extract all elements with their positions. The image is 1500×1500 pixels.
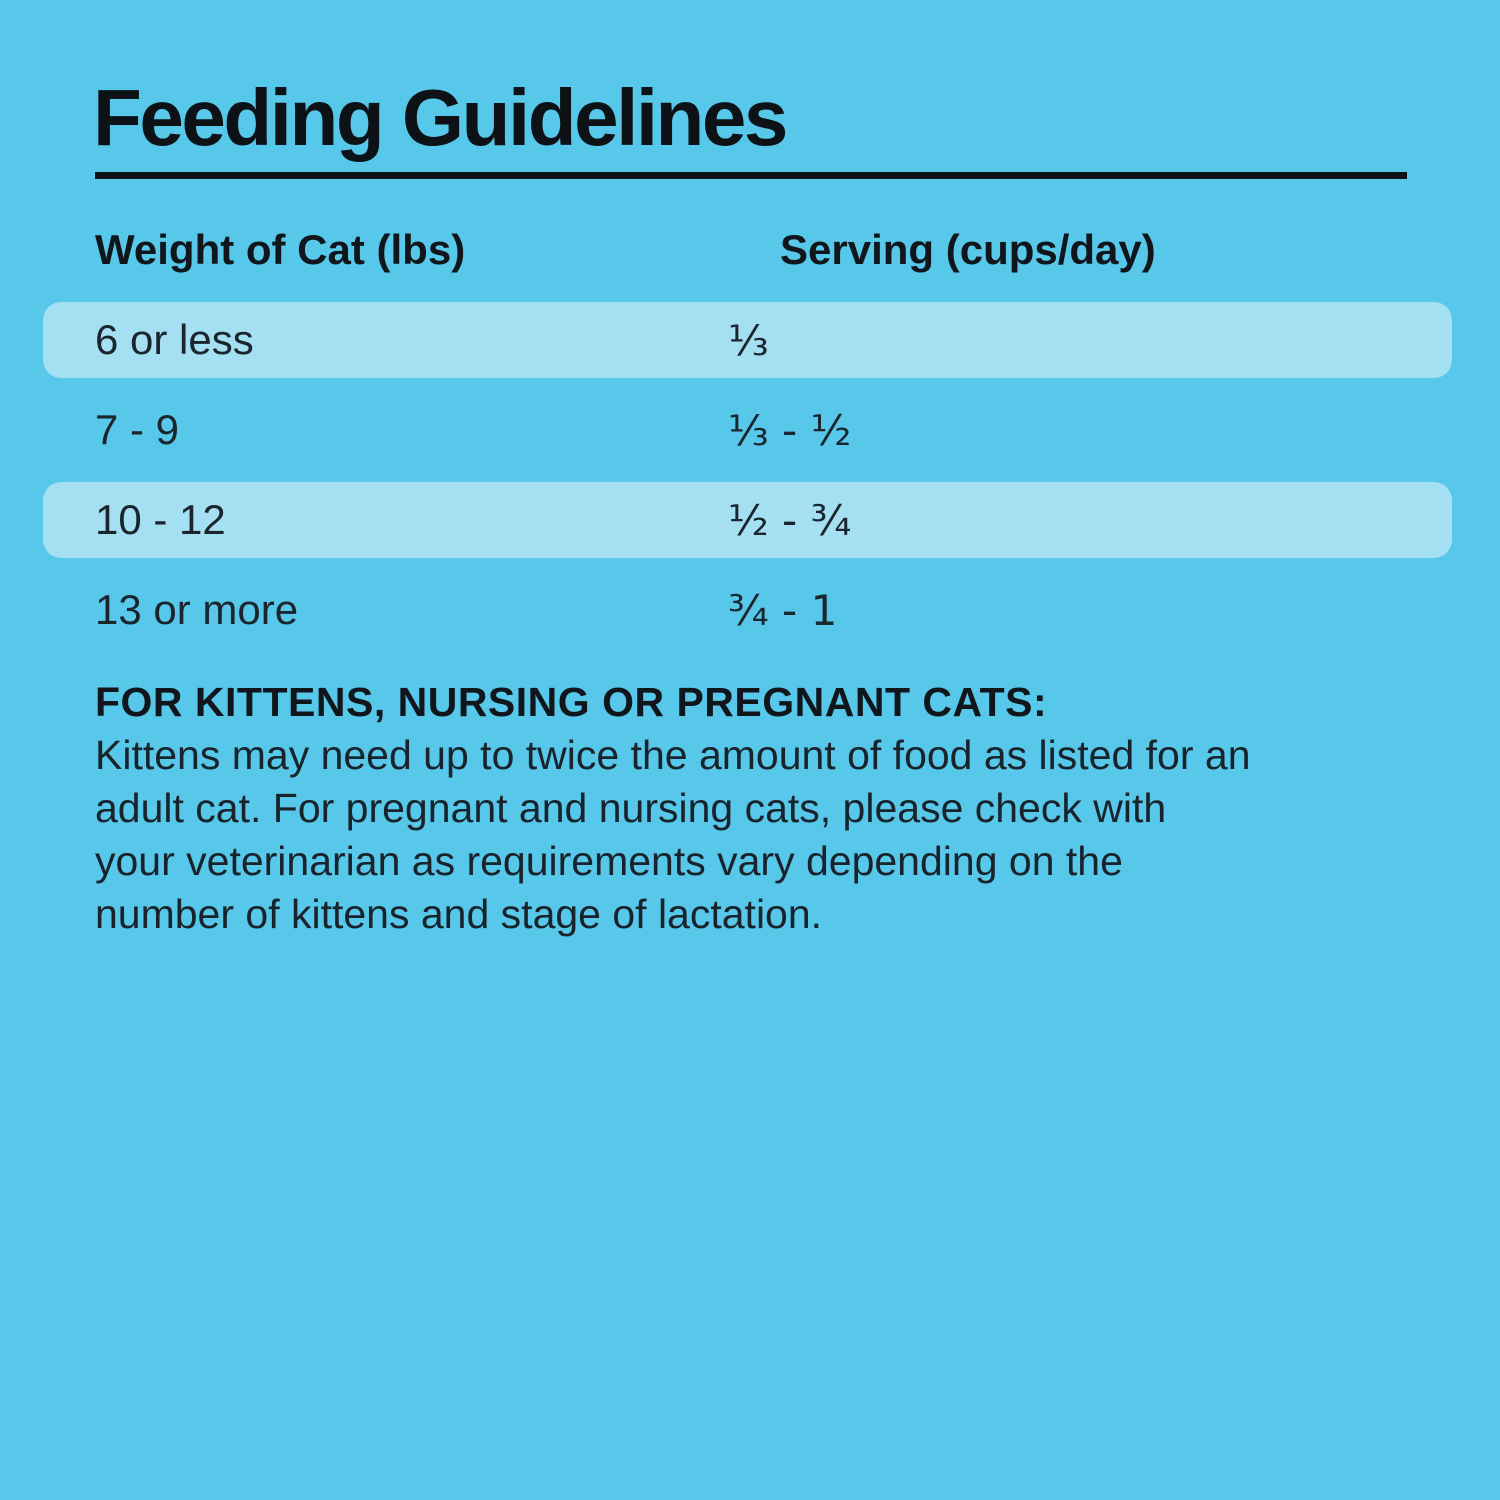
- serving-cell: ⅓: [728, 315, 769, 365]
- column-header-serving: Serving (cups/day): [780, 226, 1156, 273]
- serving-cell: ⅓ - ½: [728, 405, 852, 455]
- serving-cell: ¾ - 1: [728, 585, 838, 635]
- title-underline: [95, 172, 1407, 179]
- note-heading: FOR KITTENS, NURSING OR PREGNANT CATS:: [95, 679, 1048, 725]
- kittens-note: [95, 676, 1255, 941]
- weight-cell: 13 or more: [95, 586, 299, 633]
- table-row: [43, 482, 1452, 558]
- page-title: Feeding Guidelines: [93, 73, 786, 162]
- weight-cell: 6 or less: [95, 316, 254, 363]
- table-row: [43, 302, 1452, 378]
- column-header-weight: Weight of Cat (lbs): [95, 226, 466, 273]
- note-body: Kittens may need up to twice the amount of food as listed for an adult cat. For pregnant and nursing cats, please check with your veterinarian as requirements vary depending on the number of kittens and stage of lactation.: [95, 732, 1251, 937]
- feeding-table: [43, 302, 1452, 662]
- table-row: [43, 392, 1452, 468]
- weight-cell: 10 - 12: [95, 496, 226, 543]
- serving-cell: ½ - ¾: [728, 495, 852, 545]
- weight-cell: 7 - 9: [95, 406, 180, 453]
- table-row: [43, 572, 1452, 648]
